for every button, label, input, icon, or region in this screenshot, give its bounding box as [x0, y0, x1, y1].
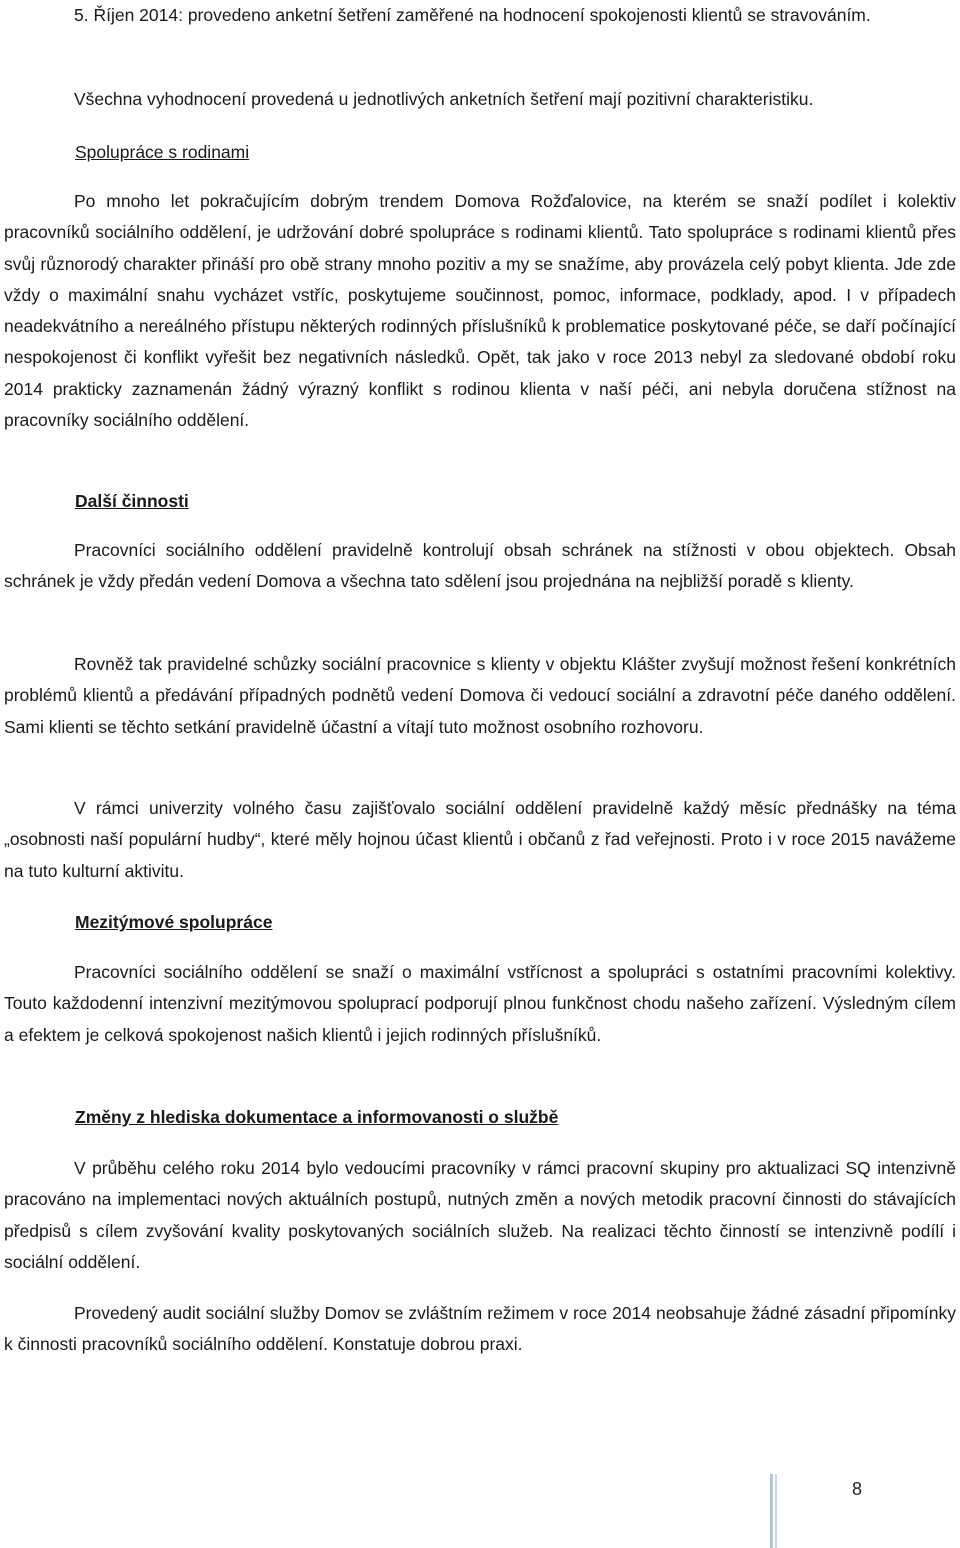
footer-rule: [770, 1474, 773, 1548]
paragraph-sq-implementation: V průběhu celého roku 2014 bylo vedoucími pracovníky v rámci pracovní skupiny pro aktualizaci SQ intenzivně pracováno na implementaci nových aktuálních postupů, nutných změn a nových metodik pracovní činnosti do stávajících předpisů s cílem zvyšování kvality poskytovaných sociálních služeb. Na realizaci těchto činností se intenzivně podílí i sociální oddělení.: [4, 1158, 956, 1272]
paragraph-complaint-boxes: Pracovníci sociálního oddělení pravidelně kontrolují obsah schránek na stížnosti v obou objektech. Obsah schránek je vždy předán vedení Domova a všechna tato sdělení jsou projednána na nejbližší poradě s klienty.: [4, 540, 956, 592]
heading-families: Spolupráce s rodinami: [75, 142, 250, 162]
intro-list-item: 5. Říjen 2014: provedeno anketní šetření zaměřené na hodnocení spokojenosti klientů se stravováním.: [74, 5, 871, 25]
heading-interteam: Mezitýmové spolupráce: [75, 912, 273, 932]
footer-rule-secondary: [775, 1474, 777, 1548]
paragraph-interteam: Pracovníci sociálního oddělení se snaží o maximální vstřícnost a spolupráci s ostatními pracovními kolektivy. Touto každodenní intenzivní mezitýmovou spoluprací podporují plnou funkčnost chodu našeho zařízení. Výsledným cílem a efektem je celková spokojenost našich klientů i jejich rodinných příslušníků.: [4, 962, 956, 1045]
page-number: 8: [852, 1479, 863, 1499]
paragraph-university: V rámci univerzity volného času zajišťovalo sociální oddělení pravidelně každý měsíc přednášky na téma „osobnosti naší populární hudby“, které měly hojnou účast klientů i občanů z řad veřejnosti. Proto i v roce 2015 navážeme na tuto kulturní aktivitu.: [4, 798, 956, 881]
paragraph-client-meetings: Rovněž tak pravidelné schůzky sociální pracovnice s klienty v objektu Klášter zvyšují možnost řešení konkrétních problémů klientů a předávání případných podnětů vedení Domova či vedoucí sociální a zdravotní péče daného oddělení. Sami klienti se těchto setkání pravidelně účastní a vítají tuto možnost osobního rozhovoru.: [4, 654, 956, 737]
intro-summary: Všechna vyhodnocení provedená u jednotlivých anketních šetření mají pozitivní charakteristiku.: [74, 89, 814, 109]
heading-documentation: Změny z hlediska dokumentace a informovanosti o službě: [75, 1107, 559, 1127]
paragraph-audit: Provedený audit sociální služby Domov se zvláštním režimem v roce 2014 neobsahuje žádné zásadní připomínky k činnosti pracovníků sociálního oddělení. Konstatuje dobrou praxi.: [4, 1303, 956, 1355]
heading-other-activities: Další činnosti: [75, 491, 189, 511]
paragraph-families: Po mnoho let pokračujícím dobrým trendem Domova Rožďalovice, na kterém se snaží podílet i kolektiv pracovníků sociálního oddělení, je udržování dobré spolupráce s rodinami klientů. Tato spolupráce s rodinami klientů přes svůj různorodý charakter přináší pro obě strany mnoho pozitiv a my se snažíme, aby provázela celý pobyt klienta. Jde zde vždy o maximální snahu vycházet vstříc, poskytujeme součinnost, pomoc, informace, podklady, apod. I v případech neadekvátního a nereálného přístupu některých rodinných příslušníků k problematice poskytované péče, se daří počínající nespokojenost či konflikt vyřešit bez negativních následků. Opět, tak jako v roce 2013 nebyl za sledované období roku 2014 prakticky zaznamenán žádný výrazný konflikt s rodinou klienta v naší péči, ani nebyla doručena stížnost na pracovníky sociálního oddělení.: [4, 191, 956, 431]
